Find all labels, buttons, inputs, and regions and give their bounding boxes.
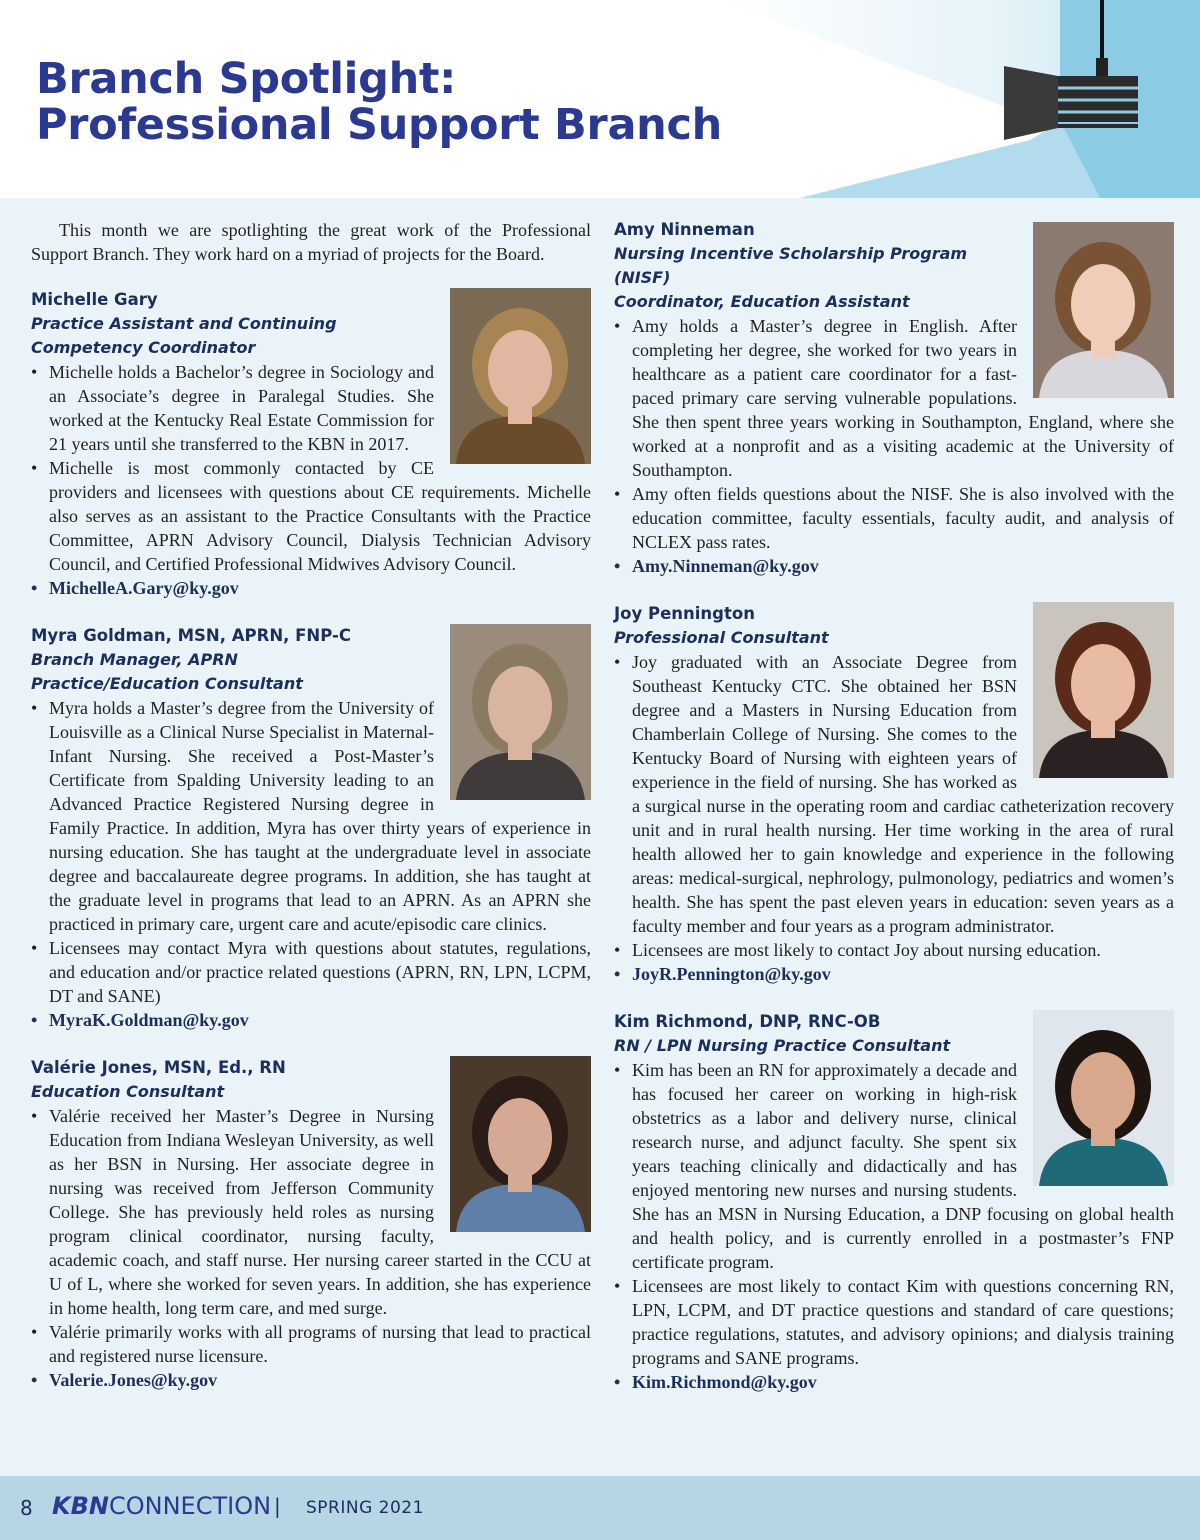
staff-profile-michelle-gary — [31, 288, 591, 600]
email-link[interactable]: • MichelleA.Gary@ky.gov — [31, 576, 591, 600]
bio-bullet: • Kim has been an RN for approximately a decade and has focused her career on working in high-risk obstetrics as a labor and delivery nurse, clinical research nurse, and adjunct faculty. She spent six years teaching clinically and didactically and has enjoyed mentoring new nurses and nursing students. She has an MSN in Nursing Education, a DNP focusing on global health and health policy, and is currently enrolled in a postmaster’s FNP certificate program. — [614, 1058, 1174, 1274]
staff-bio-list — [31, 1104, 591, 1392]
staff-role: Coordinator, Education Assistant — [614, 292, 910, 311]
staff-profile-amy-ninneman — [614, 218, 1174, 578]
page-footer — [0, 1476, 1200, 1540]
bio-bullet: • Amy holds a Master’s degree in English. After completing her degree, she worked for two years in healthcare as a patient care coordinator for a fast-paced primary care serving vulnerable populations. She then spent three years working in Southampton, England, where she worked at a nonprofit and as a visiting academic at the University of Southampton. — [614, 314, 1174, 482]
intro-paragraph: This month we are spotlighting the great work of the Professional Support Branch. They work hard on a myriad of projects for the Board. — [31, 220, 591, 264]
staff-profile-myra-goldman — [31, 624, 591, 1032]
staff-bio-list — [614, 1058, 1174, 1394]
title-line-1: Branch Spotlight: — [36, 54, 457, 104]
footer-separator: | — [274, 1494, 281, 1518]
staff-name: Michelle Gary — [31, 290, 158, 309]
bio-bullet: • Licensees may contact Myra with questions about statutes, regulations, and education and/or practice related questions (APRN, RN, LPN, LCPM, DT and SANE) — [31, 936, 591, 1008]
bio-bullet: • Myra holds a Master’s degree from the University of Louisville as a Clinical Nurse Specialist in Maternal-Infant Nursing. She received a Post-Master’s Certificate from Spalding University leading to an Advanced Practice Registered Nursing degree in Family Practice. In addition, Myra has over thirty years of experience in nursing education. She has taught at the undergraduate level in associate degree and baccalaureate degree programs. In addition, she has taught at the graduate level in programs that lead to an APRN. As an APRN she practiced in primary care, urgent care and acute/episodic care clinics. — [31, 696, 591, 936]
staff-bio-list — [614, 314, 1174, 578]
bio-bullet: • Michelle holds a Bachelor’s degree in Sociology and an Associate’s degree in Paralegal Studies. She worked at the Kentucky Real Estate Commission for 21 years until she transferred to the KBN in 2017. — [31, 360, 591, 456]
email-link[interactable]: • MyraK.Goldman@ky.gov — [31, 1008, 591, 1032]
publication-name — [52, 1492, 271, 1520]
staff-role: Nursing Incentive Scholarship Program (NISF) — [614, 244, 968, 287]
staff-bio-list — [31, 360, 591, 600]
spotlight-icon — [1000, 0, 1140, 150]
staff-bio-list — [31, 696, 591, 1032]
article-body — [0, 198, 1200, 1476]
staff-bio-list — [614, 650, 1174, 986]
bio-bullet: • Michelle is most commonly contacted by CE providers and licensees with questions about CE requirements. Michelle also serves as an assistant to the Practice Consultants with the Practice Committee, APRN Advisory Council, Dialysis Technician Advisory Council, and Certified Professional Midwives Advisory Council. — [31, 456, 591, 576]
email-link[interactable]: • JoyR.Pennington@ky.gov — [614, 962, 1174, 986]
staff-role: RN / LPN Nursing Practice Consultant — [614, 1036, 951, 1055]
staff-profile-kim-richmond — [614, 1010, 1174, 1394]
staff-role: Competency Coordinator — [31, 338, 256, 357]
page-title — [36, 56, 722, 148]
title-line-2: Professional Support Branch — [36, 100, 722, 150]
staff-role: Practice/Education Consultant — [31, 674, 303, 693]
bio-bullet: • Joy graduated with an Associate Degree from Southeast Kentucky CTC. She obtained her BSN degree and a Masters in Nursing Education from Chamberlain College of Nursing. She comes to the Kentucky Board of Nursing with eighteen years of experience in the field of nursing. She has worked as a surgical nurse in the operating room and cardiac catheterization recovery unit and in rural health nursing. Her time working in the area of rural health allowed her to gain knowledge and experience in the following areas: medical-surgical, nephrology, pulmonology, pediatrics and women’s health. She has spent the past eleven years in education: seven years as a faculty member and four years as a program administrator. — [614, 650, 1174, 938]
page-number: 8 — [20, 1496, 33, 1520]
staff-role: Branch Manager, APRN — [31, 650, 238, 669]
brand-bold: KBN — [52, 1492, 109, 1520]
left-column — [31, 218, 591, 1416]
bio-bullet: • Licensees are most likely to contact Kim with questions concerning RN, LPN, LCPM, and DT practice questions and standard of care questions; practice regulations, statutes, and advisory opinions; and dialysis training programs and SANE programs. — [614, 1274, 1174, 1370]
staff-name: Valérie Jones, MSN, Ed., RN — [31, 1058, 286, 1077]
right-column — [614, 218, 1174, 1418]
bio-bullet: • Valérie received her Master’s Degree in Nursing Education from Indiana Wesleyan University, as well as her BSN in Nursing. Her associate degree in nursing was received from Jefferson Community College. She has previously held roles as nursing program clinical coordinator, nursing faculty, academic coach, and staff nurse. Her nursing career started in the CCU at U of L, where she worked for seven years. In addition, she has experience in home health, long term care, and med surge. — [31, 1104, 591, 1320]
bio-bullet: • Valérie primarily works with all programs of nursing that lead to practical and registered nurse licensure. — [31, 1320, 591, 1368]
page-header — [0, 0, 1200, 198]
staff-role: Education Consultant — [31, 1082, 225, 1101]
staff-name: Myra Goldman, MSN, APRN, FNP-C — [31, 626, 351, 645]
staff-role: Professional Consultant — [614, 628, 829, 647]
staff-name: Joy Pennington — [614, 604, 755, 623]
issue-season: SPRING 2021 — [306, 1498, 424, 1518]
bio-bullet: • Amy often fields questions about the NISF. She is also involved with the education committee, faculty essentials, faculty audit, and analysis of NCLEX pass rates. — [614, 482, 1174, 554]
email-link[interactable]: • Kim.Richmond@ky.gov — [614, 1370, 1174, 1394]
bio-bullet: • Licensees are most likely to contact Joy about nursing education. — [614, 938, 1174, 962]
staff-name: Amy Ninneman — [614, 220, 755, 239]
staff-profile-joy-pennington — [614, 602, 1174, 986]
staff-profile-valerie-jones — [31, 1056, 591, 1392]
staff-role: Practice Assistant and Continuing — [31, 314, 337, 333]
staff-name: Kim Richmond, DNP, RNC-OB — [614, 1012, 881, 1031]
email-link[interactable]: • Amy.Ninneman@ky.gov — [614, 554, 1174, 578]
email-link[interactable]: • Valerie.Jones@ky.gov — [31, 1368, 591, 1392]
brand-rest: CONNECTION — [108, 1492, 272, 1520]
